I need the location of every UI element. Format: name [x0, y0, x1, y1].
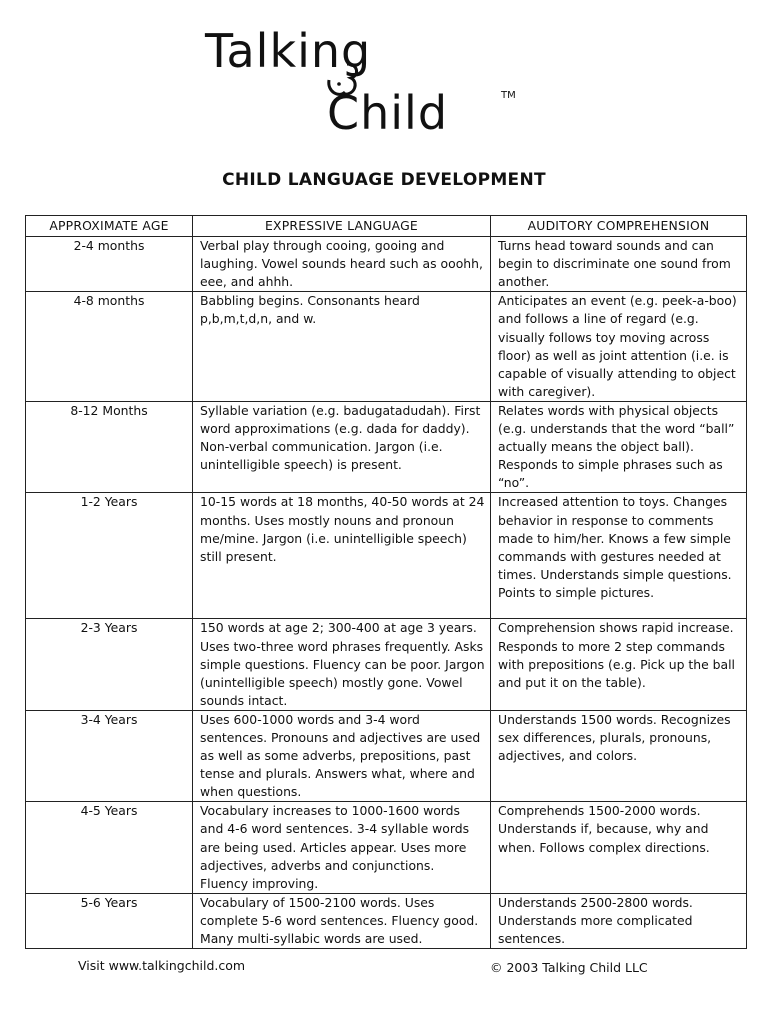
trademark-mark: TM [501, 90, 516, 101]
expressive-cell: 10-15 words at 18 months, 40-50 words at 24 months. Uses mostly nouns and pronoun me/mine. Jargon (i.e. unintelligible speech) still present. [193, 493, 491, 619]
expressive-cell: 150 words at age 2; 300-400 at age 3 years. Uses two-three word phrases frequently. Asks simple questions. Fluency can be poor. Jargon (unintelligible speech) mostly gone. Vowel sounds intact. [193, 619, 491, 710]
auditory-cell: Increased attention to toys. Changes behavior in response to comments made to him/her. Knows a few simple commands with gestures needed at times. Understands simple questions. Points to simple pictures. [491, 493, 747, 619]
talking-child-logo [205, 24, 516, 140]
table-row [26, 710, 747, 801]
header-auditory-comprehension: AUDITORY COMPREHENSION [491, 216, 747, 237]
expressive-cell: Vocabulary increases to 1000-1600 words and 4-6 word sentences. 3-4 syllable words are being used. Articles appear. Uses more adjectives, adverbs and conjunctions. Fluency improving. [193, 802, 491, 893]
auditory-cell: Turns head toward sounds and can begin to discriminate one sound from another. [491, 237, 747, 292]
table-row [26, 292, 747, 402]
auditory-cell: Comprehends 1500-2000 words. Understands if, because, why and when. Follows complex directions. [491, 802, 747, 893]
auditory-cell: Comprehension shows rapid increase. Responds to more 2 step commands with prepositions (e.g. Pick up the ball and put it on the table). [491, 619, 747, 710]
table-header-row [26, 216, 747, 237]
header-approximate-age: APPROXIMATE AGE [26, 216, 193, 237]
auditory-cell: Relates words with physical objects (e.g. understands that the word “ball” actually means the object ball). Responds to simple phrases such as “no”. [491, 401, 747, 492]
table-row [26, 893, 747, 948]
page-title: CHILD LANGUAGE DEVELOPMENT [222, 170, 546, 190]
age-cell: 2-3 Years [26, 619, 193, 710]
footer-website: Visit www.talkingchild.com [78, 958, 246, 973]
language-development-table [25, 215, 747, 949]
table-row [26, 493, 747, 619]
table-row [26, 237, 747, 292]
auditory-cell: Anticipates an event (e.g. peek-a-boo) and follows a line of regard (e.g. visually follows toy moving across floor) as well as joint attention (i.e. is capable of visually attending to object with caregiver). [491, 292, 747, 402]
table-row [26, 401, 747, 492]
expressive-cell: Babbling begins. Consonants heard p,b,m,t,d,n, and w. [193, 292, 491, 402]
logo-word-talking: Talking [205, 24, 372, 78]
age-cell: 8-12 Months [26, 401, 193, 492]
auditory-cell: Understands 2500-2800 words. Understands more complicated sentences. [491, 893, 747, 948]
age-cell: 2-4 months [26, 237, 193, 292]
logo-word-child: Child [327, 86, 449, 140]
expressive-cell: Syllable variation (e.g. badugatadudah). First word approximations (e.g. dada for daddy). Non-verbal communication. Jargon (i.e. unintelligible speech) is present. [193, 401, 491, 492]
footer-copyright: © 2003 Talking Child LLC [490, 960, 648, 975]
table-row [26, 802, 747, 893]
expressive-cell: Uses 600-1000 words and 3-4 word sentences. Pronouns and adjectives are used as well as some adverbs, prepositions, past tense and plurals. Answers what, where and when questions. [193, 710, 491, 801]
age-cell: 5-6 Years [26, 893, 193, 948]
age-cell: 4-5 Years [26, 802, 193, 893]
age-cell: 3-4 Years [26, 710, 193, 801]
age-cell: 1-2 Years [26, 493, 193, 619]
age-cell: 4-8 months [26, 292, 193, 402]
header-expressive-language: EXPRESSIVE LANGUAGE [193, 216, 491, 237]
expressive-cell: Vocabulary of 1500-2100 words. Uses complete 5-6 word sentences. Fluency good. Many multi-syllabic words are used. [193, 893, 491, 948]
expressive-cell: Verbal play through cooing, gooing and laughing. Vowel sounds heard such as ooohh, eee, and ahhh. [193, 237, 491, 292]
table-row [26, 619, 747, 710]
auditory-cell: Understands 1500 words. Recognizes sex differences, plurals, pronouns, adjectives, and colors. [491, 710, 747, 801]
